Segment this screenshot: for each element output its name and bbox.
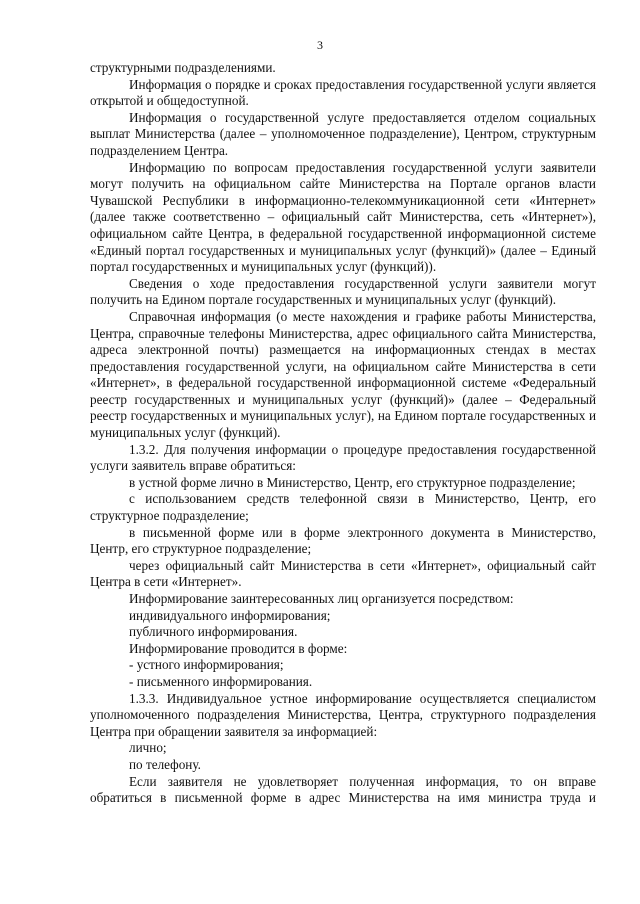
paragraph: Информация о государственной услуге предоставляется отделом социальных выплат Министерства (далее – уполномоченное подразделение), Центром, структурным подразделением Центра. bbox=[90, 109, 596, 158]
paragraph: Сведения о ходе предоставления государственной услуги заявители могут получить на Едином портале государственных и муниципальных услуг (функций). bbox=[90, 275, 596, 308]
list-item: - устного информирования; bbox=[129, 657, 284, 673]
paragraph: Информацию по вопросам предоставления государственной услуги заявители могут получить на официальном сайте Министерства на Портале органов власти Чувашской Республики в информационно-телекоммуникационной сети «Интернет» (далее также соответственно – официальный сайт Министерства, сеть «Интернет»), официальном сайте Центра, в федеральной государственной информационной системе «Единый портал государственных и муниципальных услуг (функций)» (далее – Единый портал государственных и муниципальных услуг (функций)). bbox=[90, 159, 596, 275]
paragraph: в письменной форме или в форме электронного документа в Министерство, Центр, его структурное подразделение; bbox=[90, 524, 596, 557]
paragraph-continued: Если заявителя не удовлетворяет полученная информация, то он вправе обратиться в письменной форме в адрес Министерства на имя министра труда и bbox=[90, 773, 596, 806]
paragraph: Информирование заинтересованных лиц организуется посредством: bbox=[129, 591, 514, 606]
list-item: индивидуального информирования; bbox=[129, 607, 331, 623]
list-item: - письменного информирования. bbox=[129, 673, 313, 689]
list-item: публичного информирования. bbox=[129, 624, 298, 640]
paragraph: Информация о порядке и сроках предоставления государственной услуги является открытой и общедоступной. bbox=[90, 76, 596, 109]
paragraph: в устной форме лично в Министерство, Центр, его структурное подразделение; bbox=[129, 474, 576, 490]
page-number: 3 bbox=[317, 38, 323, 52]
paragraph: структурными подразделениями. bbox=[90, 60, 276, 75]
paragraph: с использованием средств телефонной связи в Министерство, Центр, его структурное подразделение; bbox=[90, 491, 596, 524]
document-body bbox=[90, 60, 596, 807]
paragraph: Справочная информация (о месте нахождения и графике работы Министерства, Центра, справочные телефоны Министерства, адрес официального сайта Министерства, адреса электронной почты) размещается на информационных стендах в местах предоставления государственной услуги, на официальном сайте Министерства в сети «Интернет», в федеральной государственной информационной системе «Федеральный реестр государственных и муниципальных услуг (функций)» (далее – Федеральный реестр государственных и муниципальных услуг), на Едином портале государственных и муниципальных услуг (функций). bbox=[90, 308, 596, 441]
list-item: по телефону. bbox=[129, 756, 201, 772]
paragraph: Информирование проводится в форме: bbox=[129, 640, 348, 656]
paragraph: 1.3.3. Индивидуальное устное информирование осуществляется специалистом уполномоченного подразделения Министерства, Центра, структурного подразделения Центра при обращении заявителя за информацией: bbox=[90, 690, 596, 739]
paragraph: 1.3.2. Для получения информации о процедуре предоставления государственной услуги заявитель вправе обратиться: bbox=[90, 441, 596, 474]
list-item: лично; bbox=[129, 740, 167, 756]
paragraph: через официальный сайт Министерства в сети «Интернет», официальный сайт Центра в сети «Интернет». bbox=[90, 557, 596, 590]
